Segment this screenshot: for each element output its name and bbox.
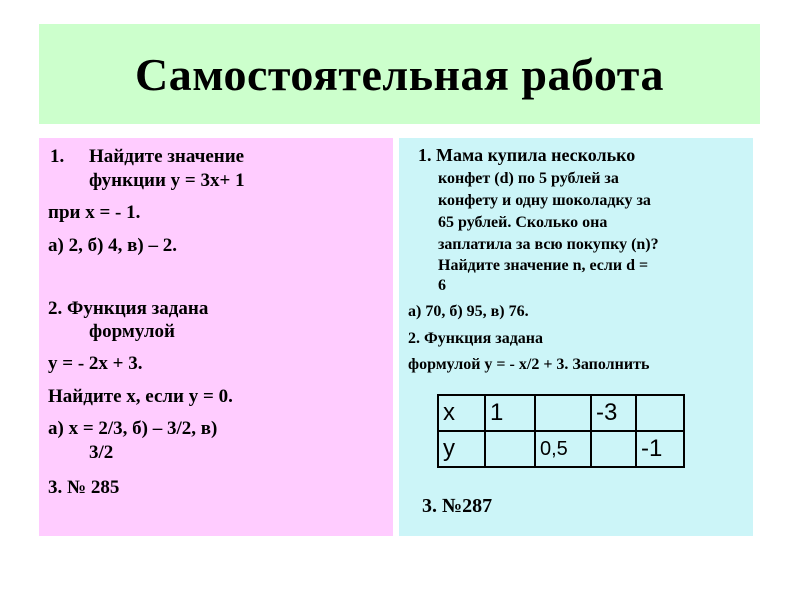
left-task2-answers: а) х = 2/3, б) – 3/2, в) [48,418,218,439]
table-row-x [438,395,684,431]
table-cell: 0,5 [535,431,591,467]
left-task1-number: 1. [50,146,65,167]
table-cell: -3 [591,395,636,431]
left-task2-line2: формулой [89,321,176,342]
table-cell: -1 [636,431,684,467]
right-task1-line1: 1. Мама купила несколько [418,145,636,165]
left-task1-line3: при х = - 1. [48,202,141,223]
table-cell: у [438,431,485,467]
left-task3: 3. № 285 [48,477,120,498]
left-task1-line1: Найдите значение [89,146,245,167]
right-task1-answers: а) 70, б) 95, в) 76. [408,303,529,320]
left-task2-line1: 2. Функция задана [48,298,209,319]
page-title: Самостоятельная работа [135,48,664,100]
table-row-y [438,431,684,467]
table-cell [485,431,535,467]
right-task2-line2: формулой у = - х/2 + 3. Заполнить [408,356,650,373]
right-task3: 3. №287 [422,495,493,517]
right-task1-line5: заплатила за всю покупку (n)? [438,236,659,253]
right-task1-line7: 6 [438,277,446,294]
table-cell [636,395,684,431]
fill-in-table [437,394,685,468]
right-task1-line2: конфет (d) по 5 рублей за [438,170,619,187]
table-cell [591,431,636,467]
right-task1-line6: Найдите значение n, если d = [438,257,649,274]
left-task2-line4: Найдите х, если у = 0. [48,386,233,407]
table-cell [535,395,591,431]
right-task1-line4: 65 рублей. Сколько она [438,214,608,231]
table-cell: 1 [485,395,535,431]
right-task2-line1: 2. Функция задана [408,330,544,347]
left-task2-line3: у = - 2х + 3. [48,353,143,374]
table-cell: х [438,395,485,431]
left-task2-answers-cont: 3/2 [89,442,114,463]
left-task1-line2: функции у = 3х+ 1 [89,170,245,191]
left-task1-answers: а) 2, б) 4, в) – 2. [48,235,177,256]
title-banner [39,24,760,124]
right-task1-line3: конфету и одну шоколадку за [438,192,651,209]
